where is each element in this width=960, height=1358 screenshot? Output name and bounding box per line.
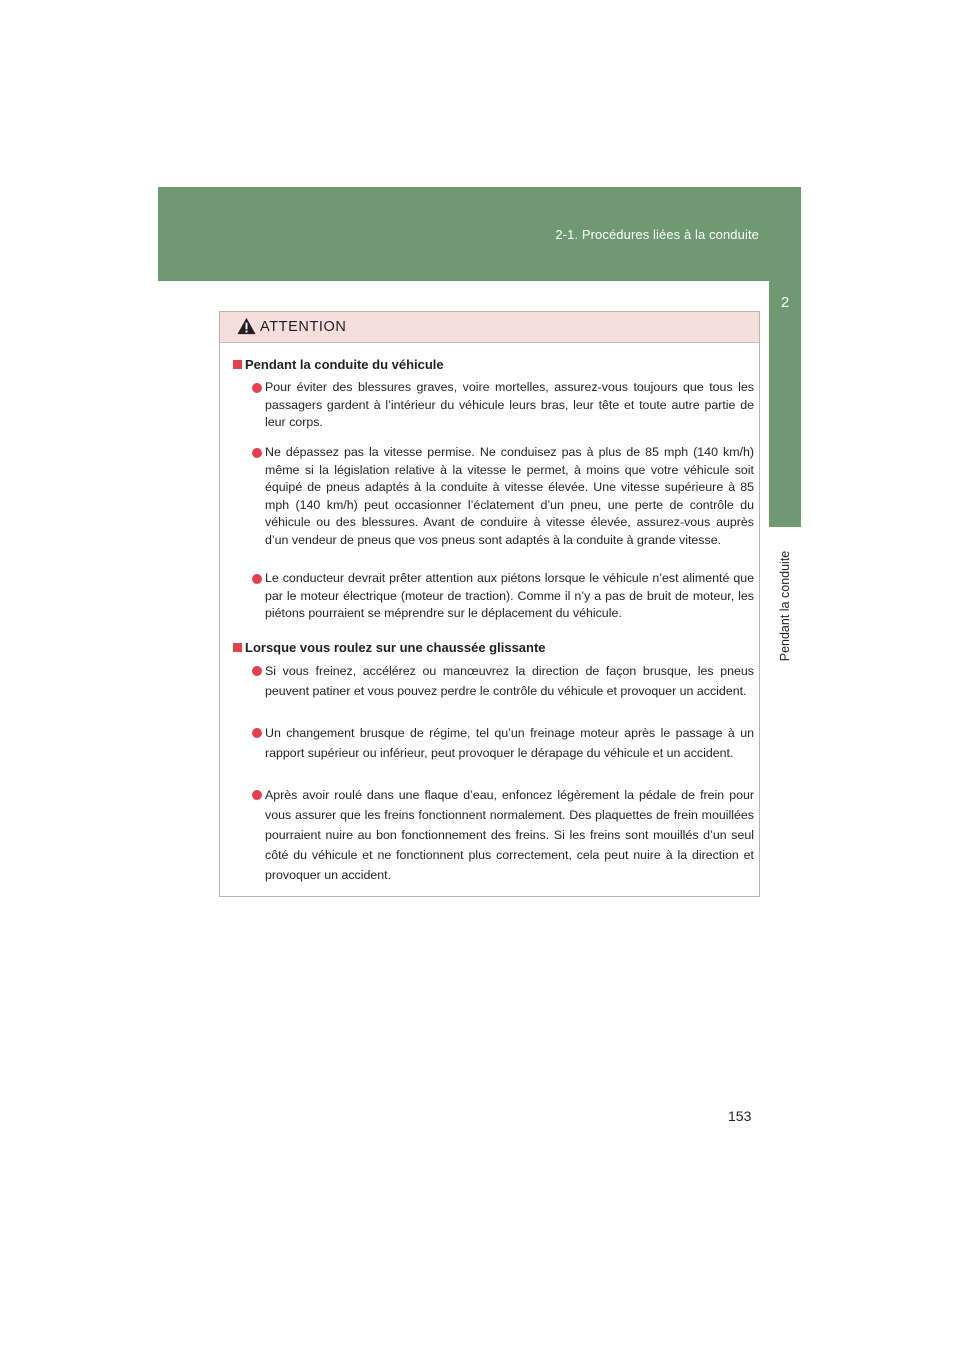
list-item: Un changement brusque de régime, tel qu’un freinage moteur après le passage à un rapport supérieur ou inférieur, peut provoquer le dérapage du véhicule et un accident. [252,723,754,763]
chapter-label: Pendant la conduite [778,550,792,662]
bullet-dot-icon [252,574,262,584]
section-heading-driving: Pendant la conduite du véhicule [233,357,444,372]
attention-title: ATTENTION [260,319,347,335]
bullet-dot-icon [252,448,262,458]
list-item: Après avoir roulé dans une flaque d’eau, enfoncez légèrement la pédale de frein pour vous assurer que les freins fonctionnent normalement. Des plaquettes de frein mouillées pourraient nuire au bon fonctionnement des freins. Si les freins sont mouillés d’un seul côté du véhicule et ne fonctionnent plus correctement, cela peut nuire à la direction et provoquer un accident. [252,785,754,885]
list-item: Le conducteur devrait prêter attention aux piétons lorsque le véhicule n’est alimenté que par le moteur électrique (moteur de traction). Comme il n’y a pas de bruit de moteur, les piétons pourraient se méprendre sur le déplacement du véhicule. [252,570,754,623]
bullet-dot-icon [252,666,262,676]
bullet-dot-icon [252,790,262,800]
chapter-number: 2 [780,294,790,311]
attention-box [219,311,760,897]
chapter-label-container [769,540,801,672]
bullet-dot-icon [252,383,262,393]
chapter-tab [769,281,801,527]
list-item: Si vous freinez, accélérez ou manœuvrez la direction de façon brusque, les pneus peuvent patiner et vous pouvez perdre le contrôle du véhicule et provoquer un accident. [252,661,754,701]
section-heading-slippery: Lorsque vous roulez sur une chaussée glissante [233,640,546,655]
page-number: 153 [728,1108,752,1124]
attention-header [220,312,759,343]
warning-triangle-icon [237,317,256,335]
square-bullet-icon [233,643,242,652]
section-title: 2-1. Procédures liées à la conduite [555,227,759,242]
square-bullet-icon [233,360,242,369]
list-item: Pour éviter des blessures graves, voire mortelles, assurez-vous toujours que tous les passagers gardent à l’intérieur du véhicule leurs bras, leur tête et toute autre partie de leur corps. [252,379,754,432]
list-item: Ne dépassez pas la vitesse permise. Ne conduisez pas à plus de 85 mph (140 km/h) même si la législation relative à la vitesse le permet, à moins que votre véhicule soit équipé de pneus adaptés à la conduite à vitesse élevée. Une vitesse supérieure à 85 mph (140 km/h) peut occasionner l’éclatement d’un pneu, une perte de contrôle du véhicule ou des blessures. Avant de conduire à vitesse élevée, assurez-vous auprès d’un vendeur de pneus que vos pneus sont adaptés à la conduite à grande vitesse. [252,444,754,549]
bullet-dot-icon [252,728,262,738]
section-header-band [158,187,801,281]
